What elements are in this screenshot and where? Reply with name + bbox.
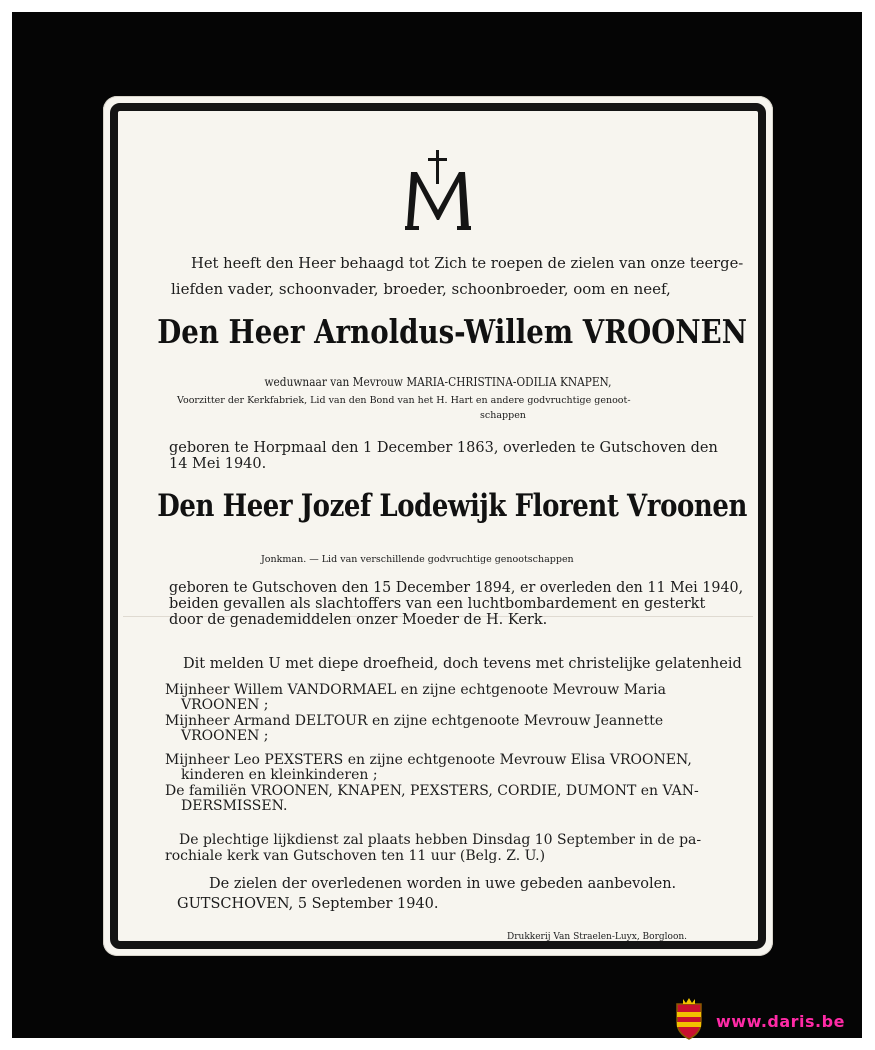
memorial-card bbox=[103, 96, 773, 956]
deceased-2-name: Den Heer Jozef Lodewijk Florent Vroonen bbox=[157, 488, 747, 524]
place-and-date: GUTSCHOVEN, 5 September 1940. bbox=[177, 896, 439, 912]
deceased-1-dates-line-1: geboren te Horpmaal den 1 December 1863, overleden te Gutschoven den bbox=[169, 440, 718, 456]
deceased-1-widower: weduwnaar van Mevrouw MARIA-CHRISTINA-ODILIA KNAPEN, bbox=[264, 375, 612, 389]
deceased-1-roles-line-2: schappen bbox=[480, 410, 526, 421]
intro-line-1: Het heeft den Heer behaagd tot Zich te roepen de zielen van onze teerge- bbox=[191, 254, 744, 272]
deceased-2-dates-line-2: beiden gevallen als slachtoffers van een luchtbombardement en gesterkt bbox=[169, 596, 706, 612]
family-line-3a: Mijnheer Leo PEXSTERS en zijne echtgenoote Mevrouw Elisa VROONEN, bbox=[165, 752, 692, 768]
announcement-line: Dit melden U met diepe droefheid, doch tevens met christelijke gelatenheid bbox=[183, 656, 742, 672]
family-line-4b: DERSMISSEN. bbox=[181, 798, 288, 814]
deceased-2-dates-line-3: door de genademiddelen onzer Moeder de H. Kerk. bbox=[169, 612, 548, 628]
card-content bbox=[103, 96, 773, 956]
family-line-3b: kinderen en kleinkinderen ; bbox=[181, 767, 378, 783]
site-url[interactable]: www.daris.be bbox=[716, 1012, 845, 1031]
service-line-2: rochiale kerk van Gutschoven ten 11 uur (Belg. Z. U.) bbox=[165, 848, 546, 864]
site-watermark bbox=[674, 998, 864, 1042]
deceased-2-roles: Jonkman. — Lid van verschillende godvruchtige genootschappen bbox=[261, 554, 574, 565]
deceased-1-dates-line-2: 14 Mei 1940. bbox=[169, 456, 267, 472]
marian-monogram-icon bbox=[403, 148, 473, 234]
coat-of-arms-icon bbox=[674, 998, 704, 1040]
family-line-4a: De familiën VROONEN, KNAPEN, PEXSTERS, CORDIE, DUMONT en VAN- bbox=[165, 783, 699, 799]
service-line-1: De plechtige lijkdienst zal plaats hebben Dinsdag 10 September in de pa- bbox=[179, 832, 702, 848]
printer-credit: Drukkerij Van Straelen-Luyx, Borgloon. bbox=[507, 932, 688, 942]
family-line-2b: VROONEN ; bbox=[181, 728, 269, 744]
recommendation-line: De zielen der overledenen worden in uwe gebeden aanbevolen. bbox=[209, 876, 677, 892]
family-line-1a: Mijnheer Willem VANDORMAEL en zijne echtgenoote Mevrouw Maria bbox=[165, 682, 666, 698]
family-line-1b: VROONEN ; bbox=[181, 697, 269, 713]
deceased-1-name: Den Heer Arnoldus-Willem VROONEN bbox=[157, 312, 747, 351]
deceased-1-roles-line-1: Voorzitter der Kerkfabriek, Lid van den Bond van het H. Hart en andere godvruchtige genoot- bbox=[177, 395, 631, 406]
intro-line-2: liefden vader, schoonvader, broeder, schoonbroeder, oom en neef, bbox=[171, 280, 671, 298]
family-line-2a: Mijnheer Armand DELTOUR en zijne echtgenoote Mevrouw Jeannette bbox=[165, 713, 664, 729]
deceased-2-dates-line-1: geboren te Gutschoven den 15 December 1894, er overleden den 11 Mei 1940, bbox=[169, 580, 744, 596]
